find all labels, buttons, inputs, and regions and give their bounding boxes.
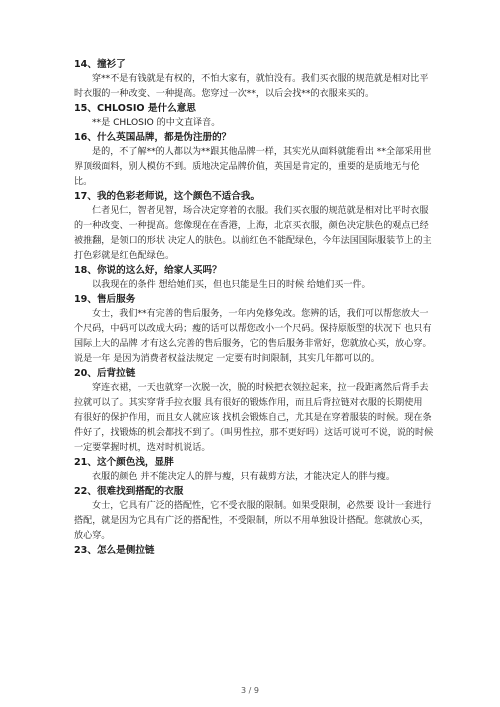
page-number: 3 / 9 bbox=[241, 686, 259, 695]
section-paragraph: 女士，我们**有完善的售后服务，一年内免修免改。您辨的话，我们可以帮您放大一个尺码，中码可以改成大码；瘦的话可以帮您改小一个尺码。保持原版型的状况下 也只有国际上大的品牌 才有这么完善的售后服务，它的售后服务非常好，您就放心买，放心穿。说是一年 是因为消费者权益法规定 一定要有时间限制，其实几年都可以的。 bbox=[74, 309, 432, 364]
section-heading: 16、什么英国品牌，都是伪注册的？ bbox=[74, 132, 232, 143]
section-heading: 20、后背拉链 bbox=[74, 368, 136, 379]
section-heading: 21、这个颜色浅，显胖 bbox=[74, 457, 174, 468]
section-heading: 23、怎么是侧拉链 bbox=[74, 545, 155, 556]
section-paragraph: 女士，它具有广泛的搭配性，它不受衣服的限制。如果受限制，必然要 设计一套进行搭配，就是因为它具有广泛的搭配性，不受限制，所以不用单独设计搭配。您就放心买，放心穿。 bbox=[74, 501, 432, 541]
section-paragraph: 仁者见仁，智者见智，场合决定穿着的衣服。我们买衣服的规范就是相对比平时衣服的一种改变、一种提高。您像现在在香港，上海，北京买衣服，颜色决定肤色的观点已经被推翻，是领口的形状 决定人的肤色。以前红色不能配绿色，今年法国国际服装节上的主打色彩就是红色配绿色。 bbox=[74, 206, 432, 261]
section-heading: 18、你说的这么好，给家人买吗？ bbox=[74, 265, 222, 276]
section-heading: 15、CHLOSIO 是什么意思 bbox=[74, 103, 196, 114]
section-paragraph: 穿**不是有钱就是有权的，不怕大家有，就怕没有。我们买衣服的规范就是相对比平时衣服的一种改变、一种提高。您穿过一次**，以后会找**的衣服来买的。 bbox=[74, 74, 429, 99]
section-heading: 22、很难找到搭配的衣服 bbox=[74, 486, 184, 497]
section-heading: 17、我的色彩老师说，这个颜色不适合我。 bbox=[74, 191, 261, 202]
section-paragraph: 以我现在的条件 想给她们买，但也只能是生日的时候 给她们买一件。 bbox=[92, 280, 371, 290]
section-paragraph: 穿连衣裙，一天也就穿一次脱一次，脱的时候把衣领拉起来，拉一段距离然后背手去拉就可以了。其实穿背手拉衣服 具有很好的锻炼作用，而且后背拉链对衣服的长期使用 有很好的保护作用，而且女人就应该 找机会锻炼自己，尤其是在穿着服装的时候。现在条件好了，找锻炼的机会都找不到了。（叫男性拉，那不更好吗）这话可说可不说，说的时候一定要掌握时机，选对时机说话。 bbox=[74, 383, 434, 453]
document-body bbox=[74, 58, 434, 558]
section-heading: 19、售后服务 bbox=[74, 294, 136, 305]
section-paragraph: 是的，不了解**的人都以为**跟其他品牌一样，其实光从面料就能看出 **全部采用世界顶级面料，别人模仿不到。质地决定品牌价值，英国是肯定的，重要的是质地无与伦比。 bbox=[74, 147, 432, 187]
section-paragraph: 衣服的颜色 并不能决定人的胖与瘦，只有裁剪方法，才能决定人的胖与瘦。 bbox=[92, 472, 395, 482]
section-paragraph: **是 CHLOSIO 的中文直译音。 bbox=[92, 118, 221, 128]
section-heading: 14、撞衫了 bbox=[74, 59, 126, 70]
